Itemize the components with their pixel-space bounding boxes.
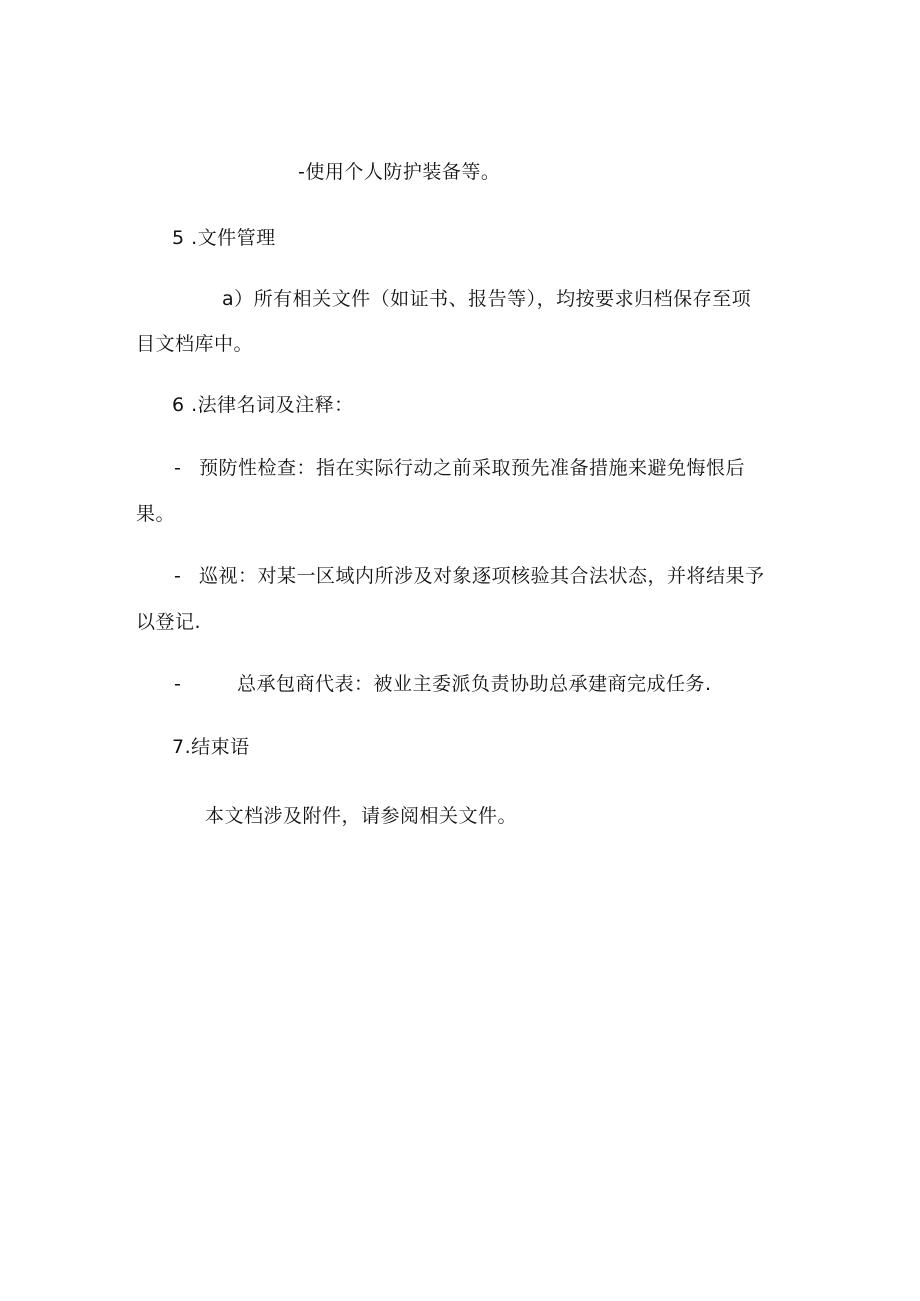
term-preventive-inspection-line-2: 果。 (136, 503, 176, 525)
term-patrol-line-2: 以登记. (136, 611, 202, 633)
section-heading-conclusion: 7.结束语 (172, 736, 250, 758)
term-preventive-inspection-line-1: 预防性检查：指在实际行动之前采取预先准备措施来避免悔恨后 (199, 457, 746, 479)
section-heading-file-management: 5 .文件管理 (172, 227, 276, 249)
ppe-item: -使用个人防护装备等。 (298, 161, 501, 183)
term-general-contractor-representative: 总承包商代表：被业主委派负责协助总承建商完成任务. (237, 673, 712, 695)
term-dash-2: - (174, 565, 181, 587)
term-patrol-line-1: 巡视：对某一区域内所涉及对象逐项核验其合法状态，并将结果予 (199, 565, 765, 587)
conclusion-paragraph: 本文档涉及附件，请参阅相关文件。 (205, 805, 518, 827)
file-management-paragraph-line-2: 目文档库中。 (136, 333, 254, 355)
term-dash-1: - (174, 457, 181, 479)
term-dash-3: - (174, 673, 181, 695)
file-management-paragraph-line-1: a）所有相关文件（如证书、报告等），均按要求归档保存至项 (222, 288, 752, 310)
section-heading-legal-terms: 6 .法律名词及注释： (172, 394, 354, 416)
